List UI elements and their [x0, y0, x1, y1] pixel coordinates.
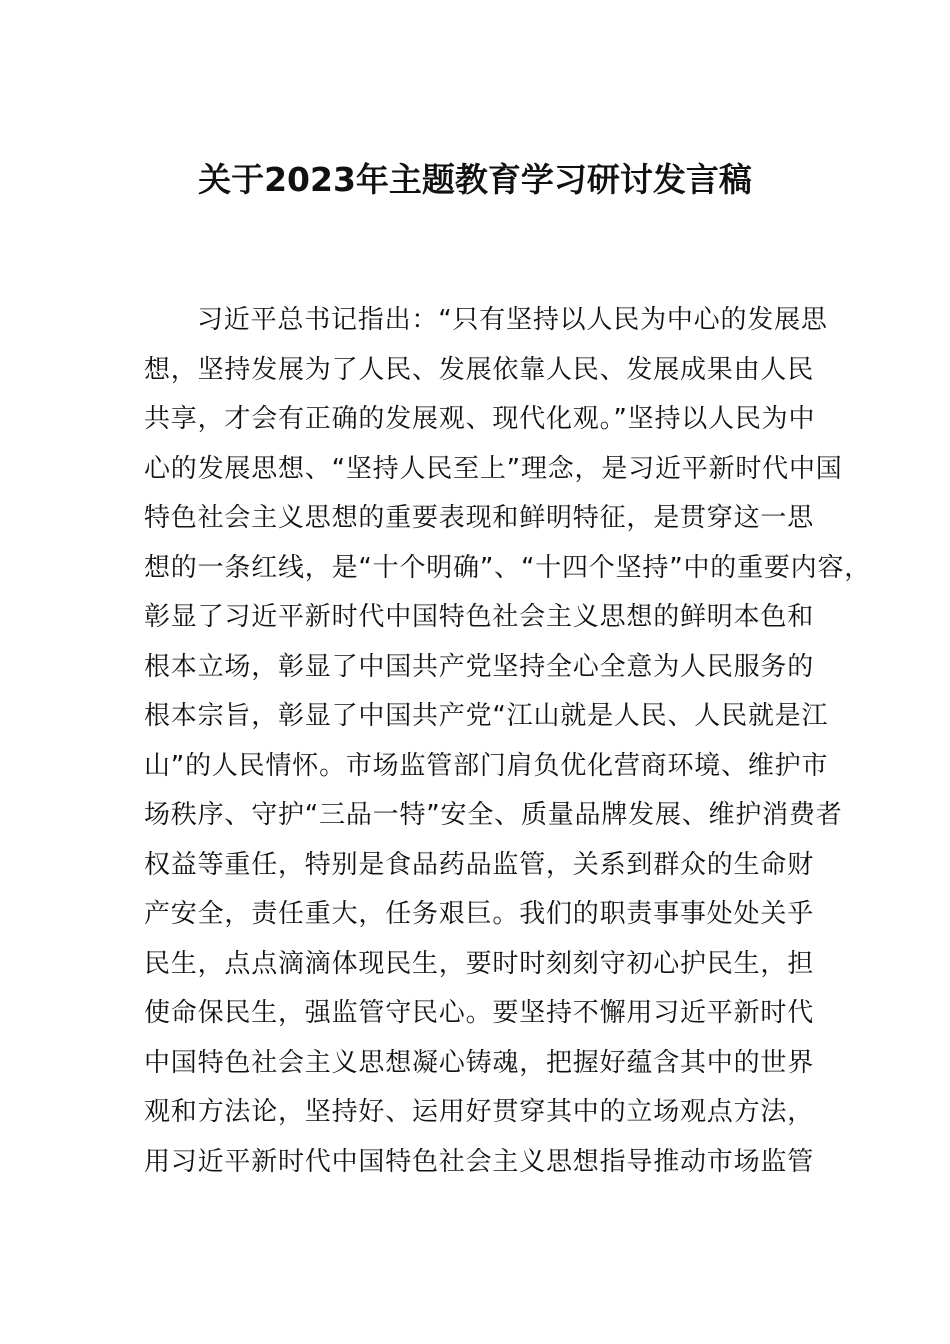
- text-line: 用习近平新时代中国特色社会主义思想指导推动市场监管: [144, 1146, 815, 1177]
- body-paragraph: [144, 296, 872, 1187]
- text-line: 心的发展思想、“坚持人民至上”理念，是习近平新时代中国: [144, 453, 843, 484]
- text-line: 想的一条红线，是“十个明确”、“十四个坚持”中的重要内容，: [144, 552, 872, 583]
- text-line: 根本宗旨，彰显了中国共产党“江山就是人民、人民就是江: [144, 701, 829, 731]
- text-line: 山”的人民情怀。市场监管部门肩负优化营商环境、维护市: [144, 750, 829, 781]
- text-line: 场秩序、守护“三品一特”安全、质量品牌发展、维护消费者: [144, 800, 843, 830]
- text-line: 中国特色社会主义思想凝心铸魂，把握好蕴含其中的世界: [144, 1047, 815, 1078]
- text-line: 彰显了习近平新时代中国特色社会主义思想的鲜明本色和: [144, 602, 815, 632]
- document-title: 关于2023年主题教育学习研讨发言稿: [198, 160, 752, 199]
- text-line: 观和方法论，坚持好、运用好贯穿其中的立场观点方法，: [144, 1097, 815, 1127]
- text-line: 权益等重任，特别是食品药品监管，关系到群众的生命财: [144, 849, 815, 880]
- text-line: 民生，点点滴滴体现民生，要时时刻刻守初心护民生，担: [144, 948, 815, 979]
- text-line: 使命保民生，强监管守民心。要坚持不懈用习近平新时代: [144, 998, 815, 1028]
- text-line: 特色社会主义思想的重要表现和鲜明特征，是贯穿这一思: [144, 503, 815, 533]
- text-line: 产安全，责任重大，任务艰巨。我们的职责事事处处关乎: [144, 899, 815, 929]
- text-line: 根本立场，彰显了中国共产党坚持全心全意为人民服务的: [144, 651, 815, 682]
- text-line: 习近平总书记指出：“只有坚持以人民为中心的发展思: [197, 305, 828, 335]
- text-line: 想，坚持发展为了人民、发展依靠人民、发展成果由人民: [144, 354, 815, 385]
- text-line: 共享，才会有正确的发展观、现代化观。”坚持以人民为中: [144, 404, 816, 434]
